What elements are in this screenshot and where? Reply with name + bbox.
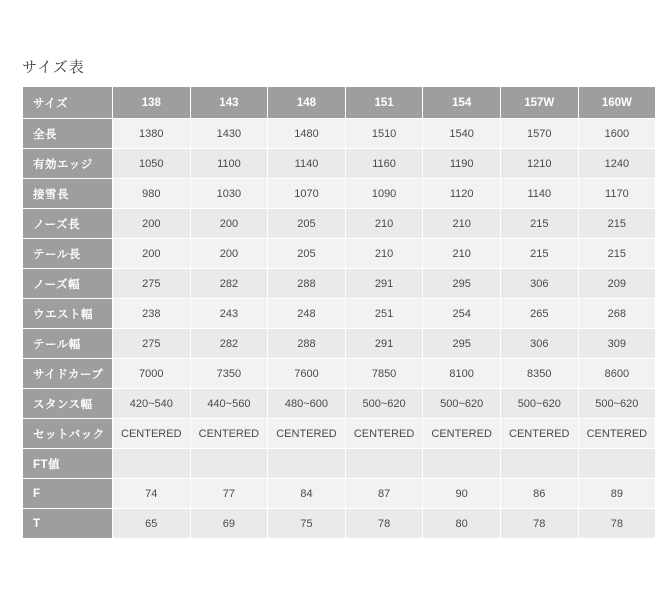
table-row [23, 119, 656, 149]
table-cell: 75 [268, 509, 346, 539]
table-cell: 1160 [345, 149, 423, 179]
table-cell: 1430 [190, 119, 268, 149]
table-cell: 309 [578, 329, 656, 359]
table-cell: 210 [423, 209, 501, 239]
table-cell: 8100 [423, 359, 501, 389]
table-cell: CENTERED [500, 419, 578, 449]
table-cell [423, 449, 501, 479]
table-cell: 238 [113, 299, 191, 329]
table-cell: 291 [345, 269, 423, 299]
row-header: テール幅 [23, 329, 113, 359]
table-cell: 65 [113, 509, 191, 539]
table-cell: 215 [500, 239, 578, 269]
row-header: FT値 [23, 449, 113, 479]
table-cell: 80 [423, 509, 501, 539]
table-cell: 275 [113, 269, 191, 299]
table-cell: 500~620 [578, 389, 656, 419]
table-cell: 1380 [113, 119, 191, 149]
table-cell: 1570 [500, 119, 578, 149]
row-header: サイドカーブ [23, 359, 113, 389]
table-cell: CENTERED [578, 419, 656, 449]
table-cell: 200 [190, 239, 268, 269]
table-cell [578, 449, 656, 479]
table-cell: 1050 [113, 149, 191, 179]
table-cell: 69 [190, 509, 268, 539]
table-cell: 980 [113, 179, 191, 209]
table-cell: 215 [578, 209, 656, 239]
table-cell: 200 [113, 239, 191, 269]
table-cell: 500~620 [500, 389, 578, 419]
column-header: 138 [113, 87, 191, 119]
row-header: ノーズ長 [23, 209, 113, 239]
table-cell: 7600 [268, 359, 346, 389]
table-cell: 1140 [268, 149, 346, 179]
table-cell [268, 449, 346, 479]
table-cell: 209 [578, 269, 656, 299]
table-cell: 1190 [423, 149, 501, 179]
table-cell: 1170 [578, 179, 656, 209]
table-row [23, 239, 656, 269]
table-cell: 291 [345, 329, 423, 359]
table-cell: 84 [268, 479, 346, 509]
table-cell: 7000 [113, 359, 191, 389]
table-cell: 1070 [268, 179, 346, 209]
table-cell: 1090 [345, 179, 423, 209]
table-cell: 288 [268, 329, 346, 359]
table-cell: 87 [345, 479, 423, 509]
table-header [23, 87, 656, 119]
table-cell: CENTERED [190, 419, 268, 449]
table-cell: 251 [345, 299, 423, 329]
table-cell: 74 [113, 479, 191, 509]
table-cell: 306 [500, 269, 578, 299]
row-header: ウエスト幅 [23, 299, 113, 329]
column-header: 154 [423, 87, 501, 119]
table-cell: 275 [113, 329, 191, 359]
table-cell: 215 [578, 239, 656, 269]
table-cell: 265 [500, 299, 578, 329]
table-row [23, 359, 656, 389]
table-cell: 268 [578, 299, 656, 329]
table-cell: 480~600 [268, 389, 346, 419]
table-cell: 1480 [268, 119, 346, 149]
table-cell: 200 [113, 209, 191, 239]
table-row [23, 299, 656, 329]
table-row [23, 509, 656, 539]
table-row [23, 389, 656, 419]
table-cell: 89 [578, 479, 656, 509]
table-cell: 254 [423, 299, 501, 329]
table-cell: 248 [268, 299, 346, 329]
table-cell: 1600 [578, 119, 656, 149]
row-header: セットバック [23, 419, 113, 449]
table-cell: 77 [190, 479, 268, 509]
table-cell: 7850 [345, 359, 423, 389]
row-header: T [23, 509, 113, 539]
table-cell: 440~560 [190, 389, 268, 419]
table-cell: 86 [500, 479, 578, 509]
column-header: 143 [190, 87, 268, 119]
table-cell: 420~540 [113, 389, 191, 419]
table-cell: 205 [268, 209, 346, 239]
table-cell: 1120 [423, 179, 501, 209]
table-cell: 200 [190, 209, 268, 239]
table-header-row [23, 87, 656, 119]
column-header: 151 [345, 87, 423, 119]
table-cell: 1540 [423, 119, 501, 149]
table-row [23, 179, 656, 209]
table-corner-header: サイズ [23, 87, 113, 119]
table-cell: 1210 [500, 149, 578, 179]
table-row [23, 209, 656, 239]
table-cell: 1030 [190, 179, 268, 209]
table-cell [113, 449, 191, 479]
table-cell: 243 [190, 299, 268, 329]
table-cell: CENTERED [268, 419, 346, 449]
table-row [23, 479, 656, 509]
table-row [23, 149, 656, 179]
table-cell: 500~620 [423, 389, 501, 419]
table-cell: 210 [345, 239, 423, 269]
table-cell: 295 [423, 329, 501, 359]
row-header: 接雪長 [23, 179, 113, 209]
table-cell: 210 [345, 209, 423, 239]
table-cell: CENTERED [345, 419, 423, 449]
table-cell: 1240 [578, 149, 656, 179]
page-title: サイズ表 [22, 59, 85, 76]
table-cell: 8350 [500, 359, 578, 389]
table-row [23, 269, 656, 299]
table-body [23, 119, 656, 539]
table-cell: 282 [190, 329, 268, 359]
row-header: 全長 [23, 119, 113, 149]
table-row [23, 419, 656, 449]
table-cell: 90 [423, 479, 501, 509]
table-cell [190, 449, 268, 479]
row-header: スタンス幅 [23, 389, 113, 419]
row-header: ノーズ幅 [23, 269, 113, 299]
size-table-container [22, 86, 648, 539]
row-header: F [23, 479, 113, 509]
table-cell: 306 [500, 329, 578, 359]
column-header: 157W [500, 87, 578, 119]
table-cell: 295 [423, 269, 501, 299]
table-cell: 78 [578, 509, 656, 539]
table-cell: 282 [190, 269, 268, 299]
table-cell: CENTERED [113, 419, 191, 449]
size-table [22, 86, 656, 539]
table-cell: CENTERED [423, 419, 501, 449]
table-cell: 1140 [500, 179, 578, 209]
table-cell: 1510 [345, 119, 423, 149]
column-header: 160W [578, 87, 656, 119]
table-cell: 78 [345, 509, 423, 539]
table-row [23, 329, 656, 359]
content-frame [8, 8, 648, 592]
table-row [23, 449, 656, 479]
table-cell: 7350 [190, 359, 268, 389]
table-cell: 8600 [578, 359, 656, 389]
table-cell: 1100 [190, 149, 268, 179]
column-header: 148 [268, 87, 346, 119]
table-cell: 215 [500, 209, 578, 239]
table-cell [500, 449, 578, 479]
table-cell [345, 449, 423, 479]
table-cell: 210 [423, 239, 501, 269]
row-header: 有効エッジ [23, 149, 113, 179]
table-cell: 500~620 [345, 389, 423, 419]
table-cell: 288 [268, 269, 346, 299]
table-cell: 205 [268, 239, 346, 269]
row-header: テール長 [23, 239, 113, 269]
table-cell: 78 [500, 509, 578, 539]
